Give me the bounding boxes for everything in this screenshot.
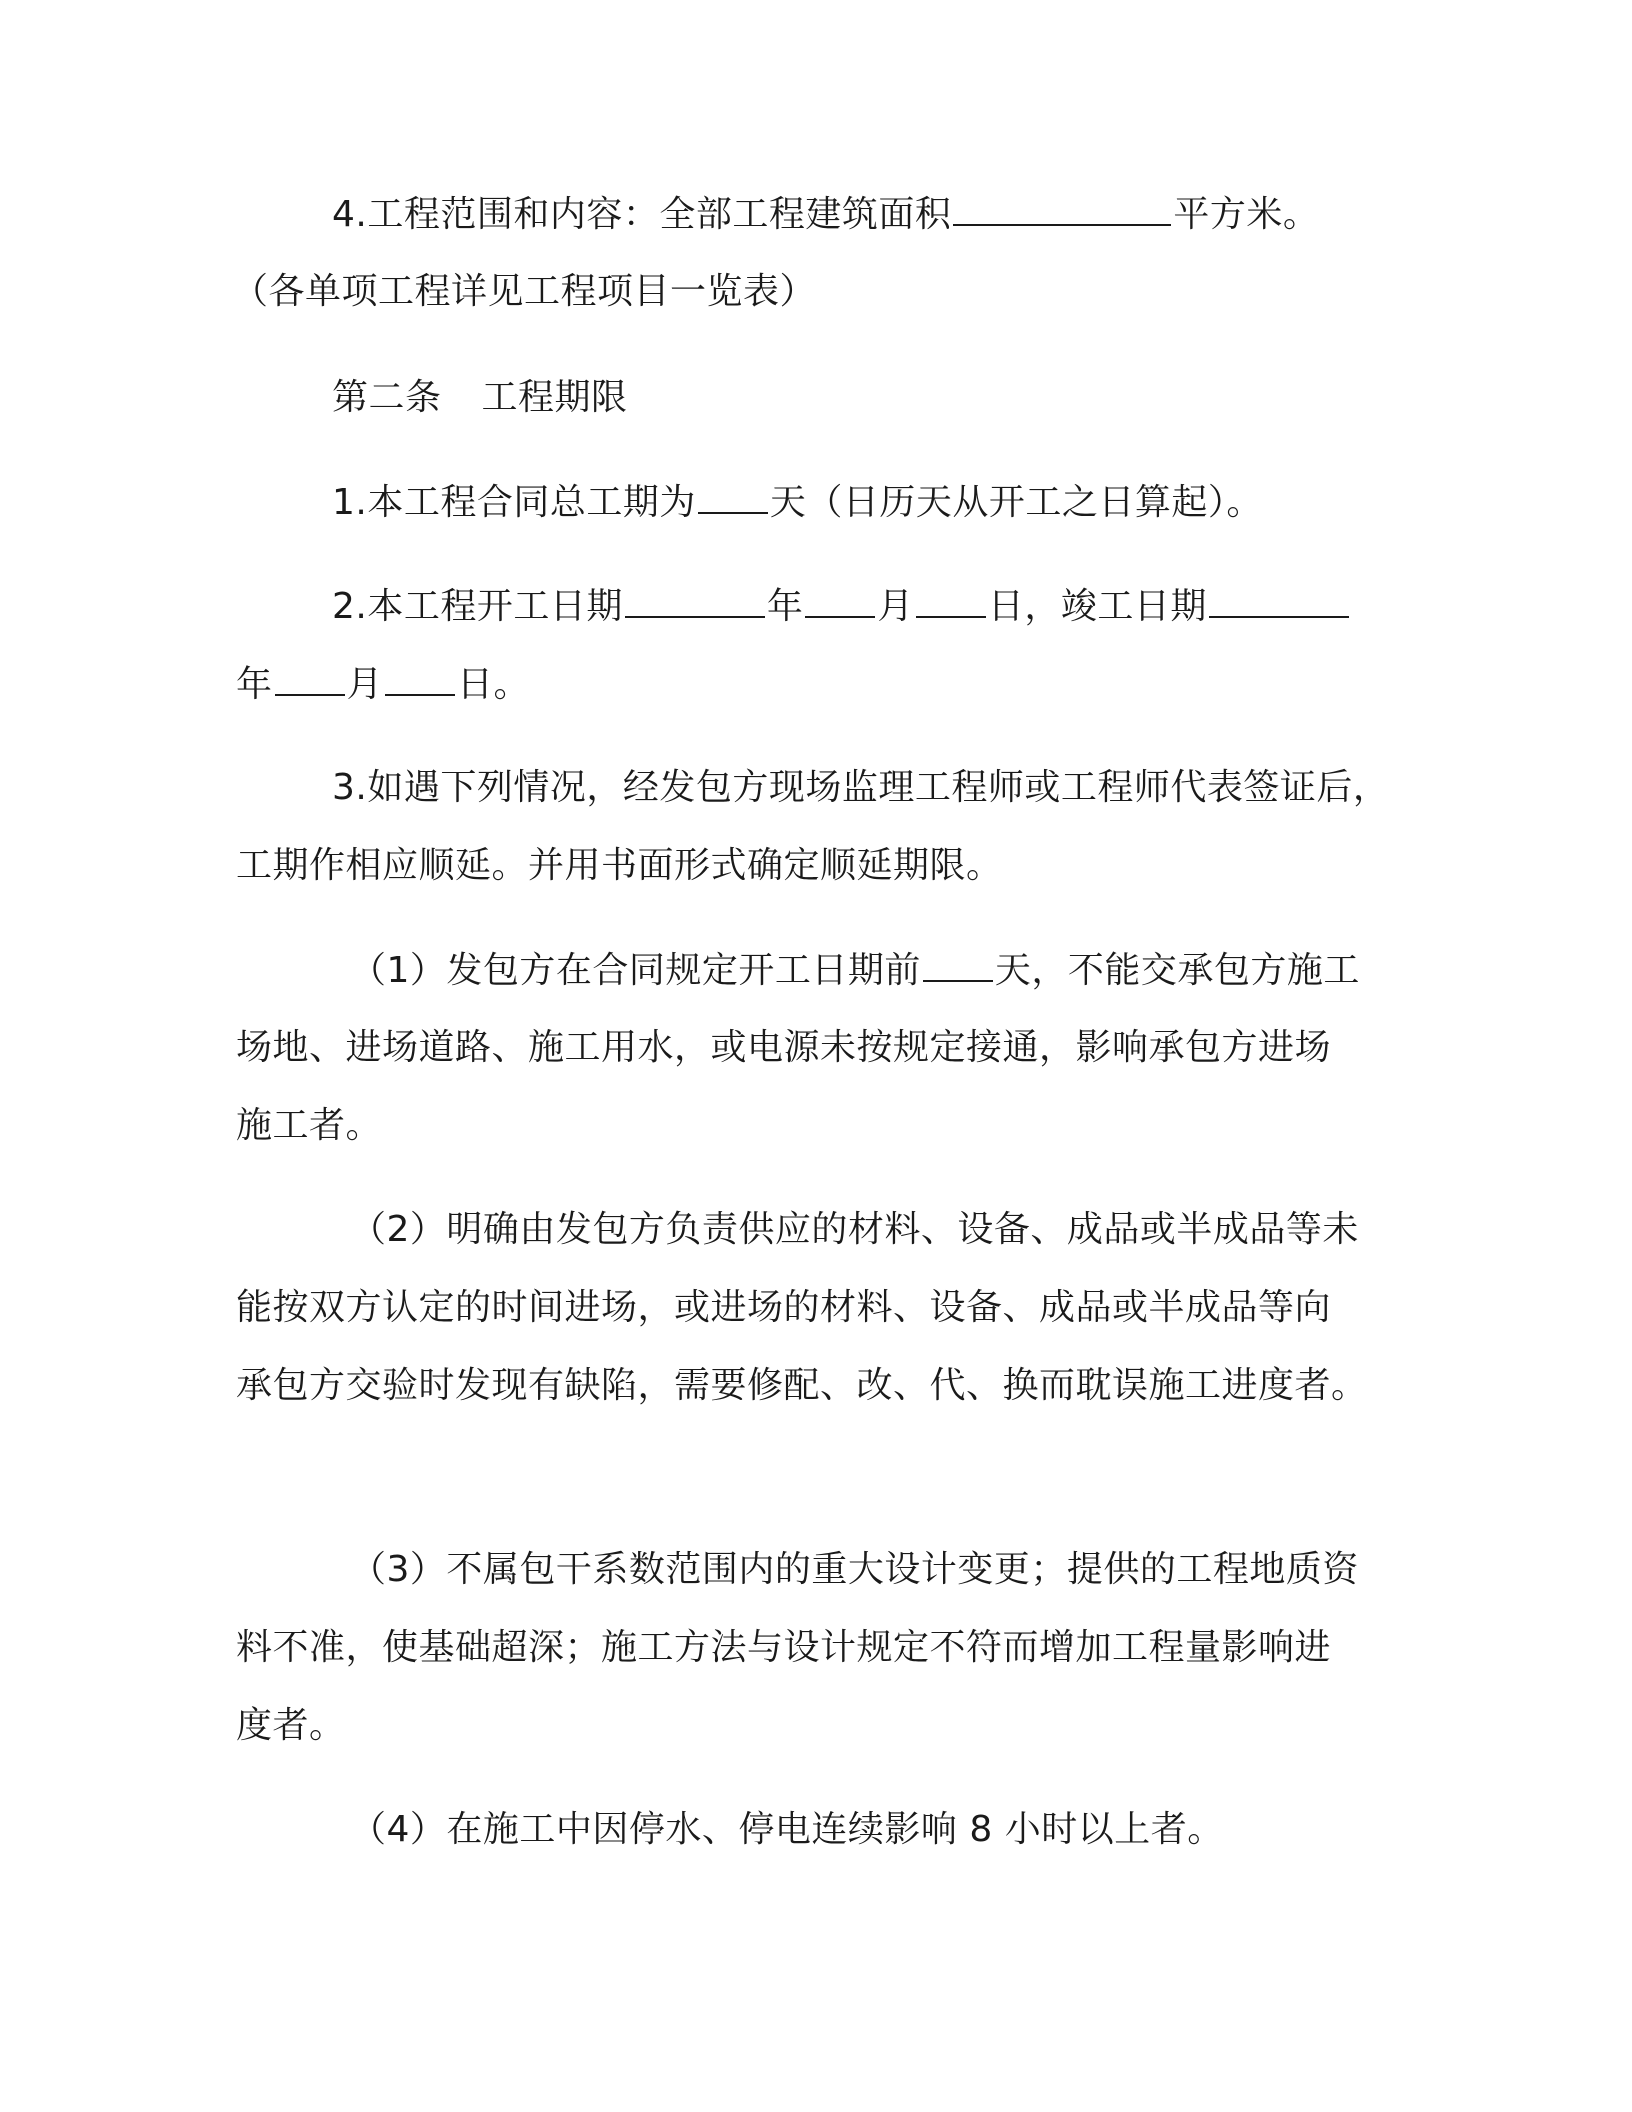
sub2-line3: 承包方交验时发现有缺陷，需要修配、改、代、换而耽误施工进度者。 [236, 1365, 1368, 1406]
item1-text-a: 1.本工程合同总工期为 [332, 482, 696, 523]
p4-line1 [332, 190, 1319, 239]
sub1-line1 [350, 946, 1360, 995]
item2-month2: 月 [346, 664, 384, 705]
item1-line [332, 478, 1263, 527]
article-label: 第二条 [332, 377, 442, 418]
p4-text-b: 平方米。 [1173, 194, 1320, 235]
days-blank [698, 478, 768, 514]
item2-year2: 年 [236, 664, 273, 705]
item2-text-a: 2.本工程开工日期 [332, 586, 623, 627]
start-year-blank [625, 582, 765, 618]
sub2-line2: 能按双方认定的时间进场，或进场的材料、设备、成品或半成品等向 [236, 1287, 1332, 1328]
end-day-blank [385, 660, 455, 696]
item2-day-comma: 日，竣工日期 [987, 586, 1207, 627]
item2-line2 [236, 660, 530, 709]
p4-line2: （各单项工程详见工程项目一览表） [232, 271, 817, 312]
sub1-text-b: 天，不能交承包方施工 [994, 950, 1360, 991]
sub4-line1: （4）在施工中因停水、停电连续影响 8 小时以上者。 [350, 1809, 1224, 1850]
sub3-line2: 料不准，使基础超深；施工方法与设计规定不符而增加工程量影响进 [236, 1627, 1332, 1668]
sub1-line3: 施工者。 [236, 1105, 383, 1146]
p4-text-a: 4.工程范围和内容：全部工程建筑面积 [332, 194, 952, 235]
area-blank [953, 190, 1171, 226]
sub1-text-a: （1）发包方在合同规定开工日期前 [350, 950, 921, 991]
article-title: 工程期限 [481, 377, 628, 418]
sub3-line1: （3）不属包干系数范围内的重大设计变更；提供的工程地质资 [350, 1549, 1359, 1590]
end-year-blank [1209, 582, 1349, 618]
item1-text-b: 天（日历天从开工之日算起）。 [769, 482, 1263, 523]
item3-line1: 3.如遇下列情况，经发包方现场监理工程师或工程师代表签证后， [332, 767, 1390, 808]
start-day-blank [916, 582, 986, 618]
end-month-blank [275, 660, 345, 696]
sub3-line3: 度者。 [236, 1705, 346, 1746]
sub1-line2: 场地、进场道路、施工用水，或电源未按规定接通，影响承包方进场 [236, 1027, 1332, 1068]
article-heading [332, 374, 628, 422]
item2-line1 [332, 582, 1351, 631]
item2-year: 年 [766, 586, 804, 627]
sub1-days-blank [923, 946, 993, 982]
item2-day-end: 日。 [457, 664, 531, 705]
item3-line2: 工期作相应顺延。并用书面形式确定顺延期限。 [236, 845, 1003, 886]
item2-month: 月 [877, 586, 914, 627]
sub2-line1: （2）明确由发包方负责供应的材料、设备、成品或半成品等未 [350, 1209, 1359, 1250]
start-month-blank [805, 582, 875, 618]
